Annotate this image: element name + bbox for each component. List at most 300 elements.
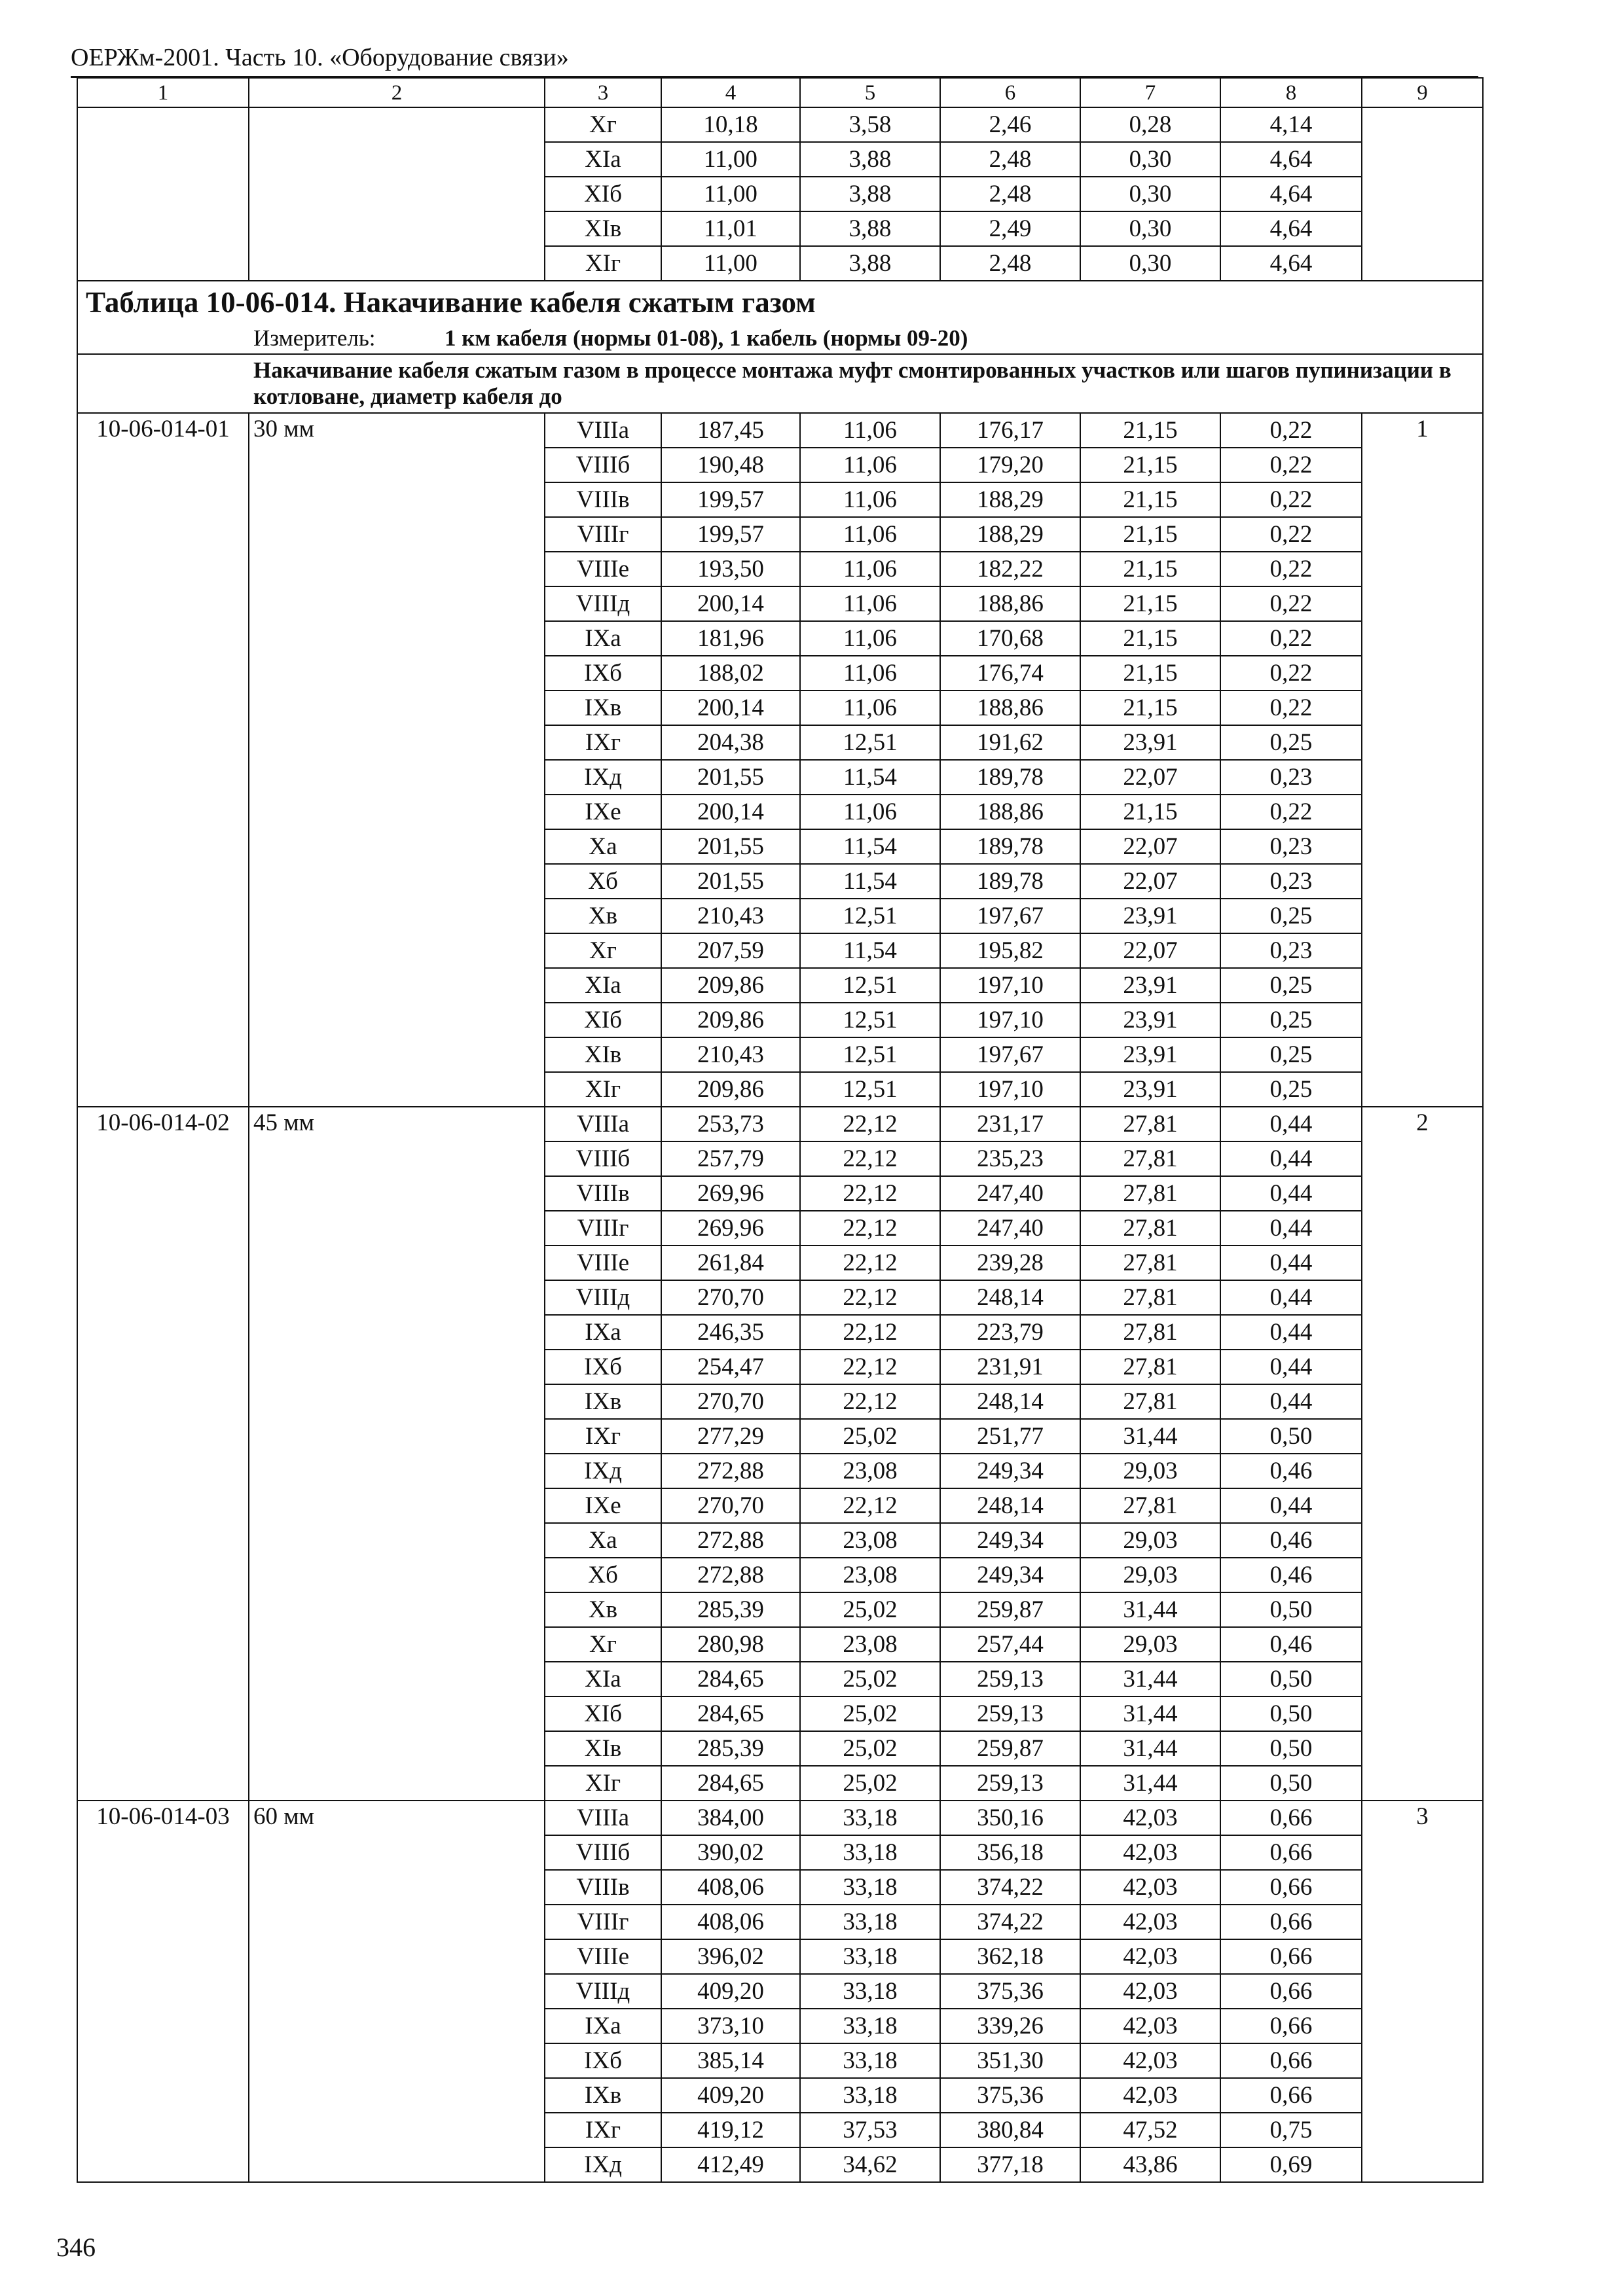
table-cell: 22,07 [1080, 760, 1220, 795]
table-cell: 0,25 [1220, 725, 1362, 760]
table-cell: 0,50 [1220, 1662, 1362, 1696]
note-cell [1362, 107, 1483, 281]
table-cell: 181,96 [661, 621, 800, 656]
table-cell: 22,12 [800, 1488, 940, 1523]
table-cell: 27,81 [1080, 1211, 1220, 1246]
table-cell: 0,22 [1220, 586, 1362, 621]
table-cell: 201,55 [661, 829, 800, 864]
table-cell: 0,25 [1220, 899, 1362, 933]
table-cell: 4,64 [1220, 211, 1362, 246]
table-cell: XIа [545, 1662, 661, 1696]
table-cell: 31,44 [1080, 1592, 1220, 1627]
table-cell: 11,54 [800, 760, 940, 795]
table-cell: IXе [545, 795, 661, 829]
table-cell: 0,22 [1220, 656, 1362, 691]
table-cell: 23,91 [1080, 968, 1220, 1003]
table-cell: 199,57 [661, 517, 800, 552]
table-cell: 374,22 [940, 1905, 1080, 1939]
table-cell: 200,14 [661, 795, 800, 829]
table-cell: XIг [545, 1072, 661, 1107]
table-cell: 42,03 [1080, 1974, 1220, 2009]
table-cell: 351,30 [940, 2043, 1080, 2078]
table-cell: 0,28 [1080, 107, 1220, 142]
table-cell: 0,44 [1220, 1315, 1362, 1350]
table-cell: 42,03 [1080, 2078, 1220, 2113]
table-cell: Xа [545, 1523, 661, 1558]
table-cell: 22,07 [1080, 864, 1220, 899]
table-cell: 0,30 [1080, 211, 1220, 246]
table-cell: 257,44 [940, 1627, 1080, 1662]
table-cell: 4,64 [1220, 177, 1362, 211]
table-cell: XIб [545, 1696, 661, 1731]
table-cell: 339,26 [940, 2009, 1080, 2043]
table-cell: 37,53 [800, 2113, 940, 2147]
table-cell: 209,86 [661, 1072, 800, 1107]
table-cell: 33,18 [800, 2043, 940, 2078]
table-cell: 280,98 [661, 1627, 800, 1662]
norm-note: 3 [1362, 1801, 1483, 2182]
norm-note: 2 [1362, 1107, 1483, 1801]
table-cell: 284,65 [661, 1696, 800, 1731]
column-number-cell: 5 [800, 78, 940, 107]
table-cell: 419,12 [661, 2113, 800, 2147]
table-cell: 29,03 [1080, 1523, 1220, 1558]
table-cell: 22,12 [800, 1280, 940, 1315]
table-cell: 249,34 [940, 1523, 1080, 1558]
table-cell: 2,48 [940, 142, 1080, 177]
table-cell: 11,06 [800, 691, 940, 725]
table-cell: 33,18 [800, 1974, 940, 2009]
column-number-cell: 3 [545, 78, 661, 107]
table-cell: 25,02 [800, 1662, 940, 1696]
table-cell: Xг [545, 933, 661, 968]
table-cell: 246,35 [661, 1315, 800, 1350]
table-cell: 259,87 [940, 1731, 1080, 1766]
table-cell: 21,15 [1080, 413, 1220, 448]
table-cell: 0,46 [1220, 1523, 1362, 1558]
table-cell: VIIIб [545, 1835, 661, 1870]
table-cell: VIIIа [545, 1801, 661, 1835]
table-description: Накачивание кабеля сжатым газом в процессе монтажа муфт смонтированных участков или шагов пупинизации в котловане, диаметр кабеля до [77, 354, 1483, 413]
table-cell: 31,44 [1080, 1419, 1220, 1454]
table-cell: 3,88 [800, 142, 940, 177]
table-cell: 201,55 [661, 864, 800, 899]
table-cell: 25,02 [800, 1731, 940, 1766]
table-cell: 0,23 [1220, 829, 1362, 864]
table-cell: Xв [545, 1592, 661, 1627]
table-cell: 0,22 [1220, 795, 1362, 829]
table-cell: 29,03 [1080, 1558, 1220, 1592]
table-cell: 0,66 [1220, 1905, 1362, 1939]
table-cell: 210,43 [661, 1037, 800, 1072]
table-cell: 0,50 [1220, 1766, 1362, 1801]
table-row [77, 1107, 1483, 1141]
table-cell: 191,62 [940, 725, 1080, 760]
table-cell: IXв [545, 691, 661, 725]
table-cell: 248,14 [940, 1280, 1080, 1315]
table-cell: IXг [545, 1419, 661, 1454]
table-cell: 197,10 [940, 968, 1080, 1003]
table-cell: 22,12 [800, 1246, 940, 1280]
table-cell: VIIIд [545, 1974, 661, 2009]
table-cell: VIIIд [545, 586, 661, 621]
table-cell: VIIIв [545, 1870, 661, 1905]
table-cell: 27,81 [1080, 1488, 1220, 1523]
table-cell: VIIIг [545, 517, 661, 552]
unit-value: 1 км кабеля (нормы 01-08), 1 кабель (нормы 09-20) [445, 325, 968, 351]
table-cell: 33,18 [800, 1939, 940, 1974]
table-cell: 12,51 [800, 1037, 940, 1072]
table-cell: 249,34 [940, 1454, 1080, 1488]
table-cell: 10,18 [661, 107, 800, 142]
table-cell: 187,45 [661, 413, 800, 448]
table-cell: 42,03 [1080, 1835, 1220, 1870]
column-number-cell: 6 [940, 78, 1080, 107]
table-cell: 42,03 [1080, 1870, 1220, 1905]
table-title: Таблица 10-06-014. Накачивание кабеля сжатым газом [77, 281, 1483, 323]
table-cell: 2,46 [940, 107, 1080, 142]
table-cell: 257,79 [661, 1141, 800, 1176]
table-cell: IXд [545, 2147, 661, 2182]
table-cell: 253,73 [661, 1107, 800, 1141]
table-cell: 42,03 [1080, 2043, 1220, 2078]
table-cell: 2,48 [940, 246, 1080, 281]
table-cell: 193,50 [661, 552, 800, 586]
table-cell: 27,81 [1080, 1246, 1220, 1280]
table-cell: 0,44 [1220, 1176, 1362, 1211]
table-cell: 189,78 [940, 760, 1080, 795]
table-cell: 0,50 [1220, 1419, 1362, 1454]
table-cell: VIIIг [545, 1905, 661, 1939]
table-cell: 0,44 [1220, 1488, 1362, 1523]
table-cell: 190,48 [661, 448, 800, 482]
table-cell: 285,39 [661, 1731, 800, 1766]
table-cell: 21,15 [1080, 482, 1220, 517]
table-cell: XIг [545, 246, 661, 281]
table-cell: 22,07 [1080, 933, 1220, 968]
table-cell: 223,79 [940, 1315, 1080, 1350]
table-cell: 21,15 [1080, 656, 1220, 691]
table-cell: 0,66 [1220, 2078, 1362, 2113]
norm-code: 10-06-014-02 [77, 1107, 249, 1801]
table-cell: 42,03 [1080, 1939, 1220, 1974]
table-cell: 204,38 [661, 725, 800, 760]
table-cell: 396,02 [661, 1939, 800, 1974]
table-cell: 22,12 [800, 1384, 940, 1419]
table-cell: IXа [545, 1315, 661, 1350]
table-cell: 27,81 [1080, 1315, 1220, 1350]
table-cell: 209,86 [661, 1003, 800, 1037]
table-cell: 200,14 [661, 691, 800, 725]
table-cell: 0,66 [1220, 1870, 1362, 1905]
table-cell: 188,86 [940, 586, 1080, 621]
table-cell: 11,54 [800, 864, 940, 899]
table-cell: 259,13 [940, 1662, 1080, 1696]
unit-row [77, 323, 1483, 354]
unit-label: Измеритель: [253, 325, 376, 351]
table-cell: 31,44 [1080, 1731, 1220, 1766]
column-number-cell: 2 [249, 78, 545, 107]
table-cell: 189,78 [940, 829, 1080, 864]
table-cell: 11,06 [800, 621, 940, 656]
table-cell: 0,22 [1220, 517, 1362, 552]
table-cell: 21,15 [1080, 621, 1220, 656]
table-cell: 2,48 [940, 177, 1080, 211]
table-cell: 284,65 [661, 1766, 800, 1801]
table-cell: 179,20 [940, 448, 1080, 482]
table-cell: 249,34 [940, 1558, 1080, 1592]
table-cell: 23,08 [800, 1523, 940, 1558]
table-cell: VIIIе [545, 1246, 661, 1280]
table-cell: 0,44 [1220, 1107, 1362, 1141]
table-cell: 31,44 [1080, 1662, 1220, 1696]
table-cell: 0,44 [1220, 1211, 1362, 1246]
table-cell: XIб [545, 177, 661, 211]
table-cell: XIб [545, 1003, 661, 1037]
table-cell: 4,14 [1220, 107, 1362, 142]
table-cell: 23,08 [800, 1454, 940, 1488]
table-cell: 170,68 [940, 621, 1080, 656]
table-cell: 259,13 [940, 1696, 1080, 1731]
table-cell: IXе [545, 1488, 661, 1523]
table-cell: IXб [545, 656, 661, 691]
table-cell: 29,03 [1080, 1627, 1220, 1662]
table-cell: 0,44 [1220, 1246, 1362, 1280]
table-cell: 0,22 [1220, 621, 1362, 656]
table-cell: 21,15 [1080, 795, 1220, 829]
table-cell: IXг [545, 725, 661, 760]
table-row [77, 107, 1483, 142]
table-cell: 27,81 [1080, 1350, 1220, 1384]
table-cell: 197,67 [940, 899, 1080, 933]
table-cell: Xг [545, 1627, 661, 1662]
table-cell: IXв [545, 1384, 661, 1419]
code-cell [77, 107, 249, 281]
table-cell: 11,54 [800, 933, 940, 968]
table-cell: 23,08 [800, 1558, 940, 1592]
table-cell: 12,51 [800, 1072, 940, 1107]
table-cell: 3,88 [800, 211, 940, 246]
table-cell: 22,12 [800, 1107, 940, 1141]
table-cell: 0,30 [1080, 142, 1220, 177]
table-cell: 239,28 [940, 1246, 1080, 1280]
norm-name: 60 мм [249, 1801, 545, 2182]
table-cell: 176,17 [940, 413, 1080, 448]
table-cell: VIIIе [545, 1939, 661, 1974]
name-cell [249, 107, 545, 281]
table-cell: 47,52 [1080, 2113, 1220, 2147]
table-cell: 42,03 [1080, 1905, 1220, 1939]
table-cell: 0,44 [1220, 1384, 1362, 1419]
table-cell: 0,23 [1220, 760, 1362, 795]
table-cell: 31,44 [1080, 1696, 1220, 1731]
table-cell: 0,22 [1220, 552, 1362, 586]
norm-name: 45 мм [249, 1107, 545, 1801]
table-cell: 27,81 [1080, 1384, 1220, 1419]
table-cell: 0,66 [1220, 1974, 1362, 2009]
table-cell: 0,44 [1220, 1350, 1362, 1384]
table-cell: 27,81 [1080, 1141, 1220, 1176]
table-cell: 277,29 [661, 1419, 800, 1454]
table-cell: 23,91 [1080, 1003, 1220, 1037]
table-cell: 25,02 [800, 1696, 940, 1731]
table-cell: XIв [545, 211, 661, 246]
table-cell: 188,02 [661, 656, 800, 691]
table-cell: 0,22 [1220, 448, 1362, 482]
table-cell: 0,46 [1220, 1627, 1362, 1662]
table-cell: 231,91 [940, 1350, 1080, 1384]
table-cell: 409,20 [661, 1974, 800, 2009]
table-cell: 23,08 [800, 1627, 940, 1662]
table-cell: 188,29 [940, 482, 1080, 517]
table-cell: 235,23 [940, 1141, 1080, 1176]
table-cell: 23,91 [1080, 1072, 1220, 1107]
table-cell: 270,70 [661, 1280, 800, 1315]
table-cell: 27,81 [1080, 1107, 1220, 1141]
table-cell: 0,46 [1220, 1558, 1362, 1592]
table-cell: 11,54 [800, 829, 940, 864]
table-cell: IXд [545, 760, 661, 795]
table-cell: IXг [545, 2113, 661, 2147]
table-cell: 247,40 [940, 1176, 1080, 1211]
table-row [77, 1801, 1483, 1835]
table-cell: 412,49 [661, 2147, 800, 2182]
table-cell: 0,66 [1220, 2043, 1362, 2078]
table-cell: 11,01 [661, 211, 800, 246]
column-number-cell: 8 [1220, 78, 1362, 107]
norms-table [77, 77, 1484, 2183]
table-cell: VIIIд [545, 1280, 661, 1315]
table-cell: 29,03 [1080, 1454, 1220, 1488]
table-cell: 377,18 [940, 2147, 1080, 2182]
table-cell: 0,25 [1220, 1037, 1362, 1072]
table-cell: 0,66 [1220, 1801, 1362, 1835]
table-cell: 356,18 [940, 1835, 1080, 1870]
table-cell: 272,88 [661, 1558, 800, 1592]
table-cell: 3,88 [800, 246, 940, 281]
table-cell: 21,15 [1080, 448, 1220, 482]
table-cell: XIа [545, 142, 661, 177]
norm-name: 30 мм [249, 413, 545, 1107]
table-cell: 375,36 [940, 1974, 1080, 2009]
table-cell: 25,02 [800, 1592, 940, 1627]
table-cell: 176,74 [940, 656, 1080, 691]
table-cell: 11,00 [661, 177, 800, 211]
table-cell: 0,66 [1220, 1835, 1362, 1870]
table-cell: XIг [545, 1766, 661, 1801]
table-cell: 0,44 [1220, 1280, 1362, 1315]
table-cell: 189,78 [940, 864, 1080, 899]
table-cell: 25,02 [800, 1766, 940, 1801]
table-cell: 385,14 [661, 2043, 800, 2078]
table-cell: 0,30 [1080, 246, 1220, 281]
norm-code: 10-06-014-03 [77, 1801, 249, 2182]
table-cell: 4,64 [1220, 246, 1362, 281]
table-cell: 0,75 [1220, 2113, 1362, 2147]
table-cell: 272,88 [661, 1523, 800, 1558]
table-cell: 21,15 [1080, 517, 1220, 552]
table-cell: 34,62 [800, 2147, 940, 2182]
table-cell: 182,22 [940, 552, 1080, 586]
table-cell: 0,50 [1220, 1592, 1362, 1627]
table-cell: 12,51 [800, 1003, 940, 1037]
table-cell: VIIIв [545, 482, 661, 517]
table-cell: 0,22 [1220, 413, 1362, 448]
table-cell: 207,59 [661, 933, 800, 968]
table-cell: 188,29 [940, 517, 1080, 552]
table-cell: 33,18 [800, 2078, 940, 2113]
table-cell: 200,14 [661, 586, 800, 621]
table-cell: 11,06 [800, 552, 940, 586]
table-cell: 11,06 [800, 413, 940, 448]
table-cell: 22,12 [800, 1176, 940, 1211]
page-number: 346 [56, 2233, 96, 2262]
table-cell: 261,84 [661, 1246, 800, 1280]
table-cell: VIIIб [545, 448, 661, 482]
table-cell: 270,70 [661, 1384, 800, 1419]
table-cell: 11,06 [800, 482, 940, 517]
table-cell: 0,66 [1220, 2009, 1362, 2043]
table-cell: 21,15 [1080, 552, 1220, 586]
table-cell: 33,18 [800, 2009, 940, 2043]
table-cell: 259,13 [940, 1766, 1080, 1801]
table-cell: 209,86 [661, 968, 800, 1003]
table-cell: 247,40 [940, 1211, 1080, 1246]
table-cell: 11,00 [661, 246, 800, 281]
table-cell: 362,18 [940, 1939, 1080, 1974]
table-cell: 285,39 [661, 1592, 800, 1627]
table-title-row [77, 281, 1483, 323]
table-cell: VIIIе [545, 552, 661, 586]
table-cell: 197,67 [940, 1037, 1080, 1072]
table-cell: 374,22 [940, 1870, 1080, 1905]
table-cell: VIIIг [545, 1211, 661, 1246]
table-cell: 23,91 [1080, 899, 1220, 933]
table-cell: Xг [545, 107, 661, 142]
table-cell: IXб [545, 2043, 661, 2078]
table-cell: 188,86 [940, 691, 1080, 725]
table-cell: 2,49 [940, 211, 1080, 246]
table-cell: 390,02 [661, 1835, 800, 1870]
table-cell: 12,51 [800, 968, 940, 1003]
table-cell: 259,87 [940, 1592, 1080, 1627]
table-cell: 0,25 [1220, 968, 1362, 1003]
table-cell: 43,86 [1080, 2147, 1220, 2182]
table-cell: 210,43 [661, 899, 800, 933]
column-numbers-row [77, 78, 1483, 107]
table-cell: 25,02 [800, 1419, 940, 1454]
table-cell: 384,00 [661, 1801, 800, 1835]
table-cell: Xв [545, 899, 661, 933]
table-cell: XIв [545, 1037, 661, 1072]
table-cell: 197,10 [940, 1003, 1080, 1037]
table-cell: 251,77 [940, 1419, 1080, 1454]
table-cell: 22,12 [800, 1350, 940, 1384]
table-cell: 231,17 [940, 1107, 1080, 1141]
table-cell: 0,25 [1220, 1003, 1362, 1037]
table-cell: XIв [545, 1731, 661, 1766]
table-cell: 3,88 [800, 177, 940, 211]
table-cell: 22,12 [800, 1315, 940, 1350]
column-number-cell: 7 [1080, 78, 1220, 107]
running-header: ОЕРЖм-2001. Часть 10. «Оборудование связи» [71, 39, 1478, 78]
table-cell: 27,81 [1080, 1176, 1220, 1211]
table-cell: 33,18 [800, 1905, 940, 1939]
table-cell: 201,55 [661, 760, 800, 795]
column-number-cell: 9 [1362, 78, 1483, 107]
table-cell: 197,10 [940, 1072, 1080, 1107]
table-cell: 0,50 [1220, 1696, 1362, 1731]
